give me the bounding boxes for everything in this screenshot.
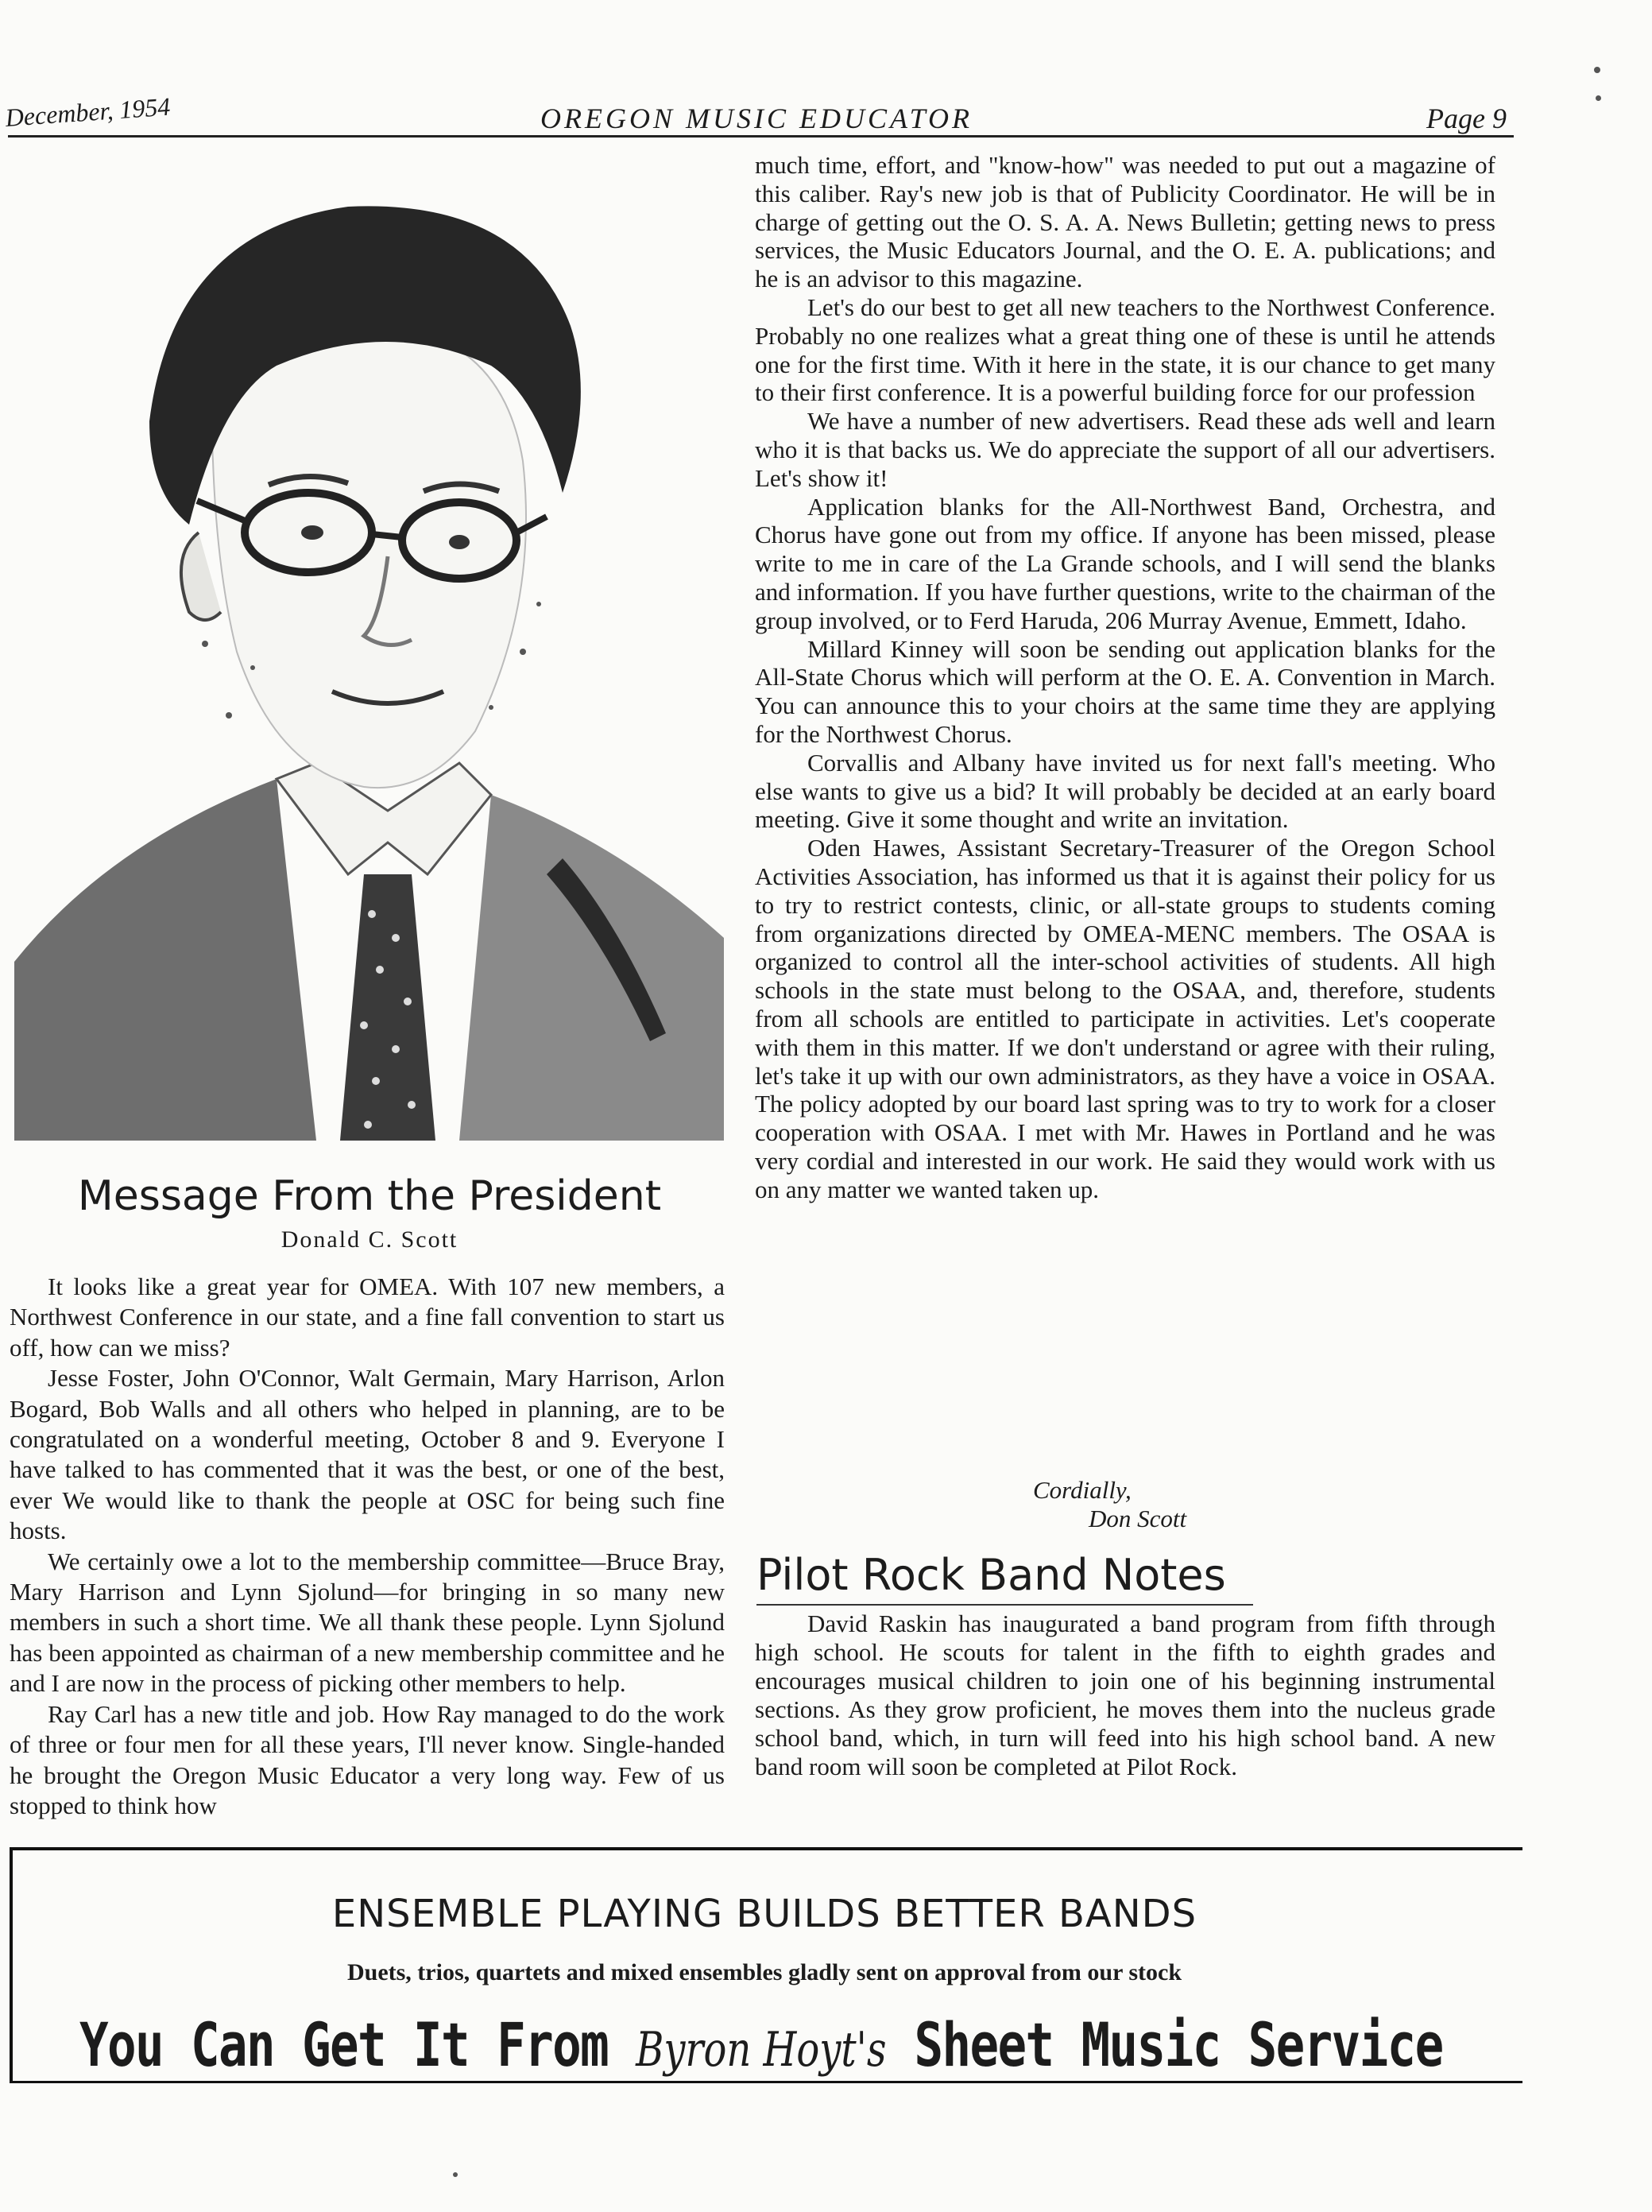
signature: Don Scott — [1089, 1505, 1187, 1532]
closing-salutation: Cordially, — [1033, 1476, 1132, 1504]
speck — [1596, 95, 1601, 101]
paragraph: David Raskin has inaugurated a band program from fifth through high school. He scouts for talent in the fifth to eighth grades and encourages musical children to join one of his beginning instrumental sections. As they grow proficient, he moves them into the nucleus grade school band, which, in turn will feed into his high school band. A new band room will soon be completed at Pilot Rock. — [755, 1610, 1495, 1780]
paragraph: Ray Carl has a new title and job. How Ray managed to do the work of three or four men for all these years, I'll never know. Single-handed he brought the Oregon Music Educator a very long way. Few of us stopped to think how — [10, 1699, 725, 1819]
pilot-rock-heading: Pilot Rock Band Notes — [756, 1550, 1226, 1600]
paragraph: It looks like a great year for OMEA. With 107 new members, a Northwest Conference in our state, and a fine fall convention to start us off, how can we miss? — [10, 1273, 725, 1362]
advertisement-subline: Duets, trios, quartets and mixed ensembles gladly sent on approval from our stock — [346, 1959, 1182, 1985]
paragraph: much time, effort, and "know-how" was needed to put out a magazine of this caliber. Ray's new job is that of Publicity Coordinator. He will be in charge of getting out the O. S. A. A. News Bulletin; getting news to press services, the Music Educators Journal, and the O. E. A. publications; and he is an advisor to this magazine. — [755, 151, 1495, 293]
president-message-left-column — [10, 1272, 725, 1821]
closing-block — [1033, 1476, 1186, 1533]
speck — [453, 2172, 458, 2177]
president-message-right-column — [755, 151, 1495, 1203]
paragraph: We have a number of new advertisers. Read these ads well and learn who it is that backs us. We do appreciate the support of all our advertisers. Let's show it! — [755, 407, 1495, 492]
paragraph: Corvallis and Albany have invited us for next fall's meeting. Who else wants to give us a bid? It will probably be decided at an early board meeting. Give it some thought and write an invitation. — [755, 748, 1495, 834]
tagline-name: Byron Hoyt's — [636, 2022, 887, 2078]
speck — [1594, 67, 1600, 73]
advertisement-headline: ENSEMBLE PLAYING BUILDS BETTER BANDS — [331, 1892, 1197, 1936]
president-byline: Donald C. Scott — [280, 1226, 458, 1253]
paragraph: We certainly owe a lot to the membership committee—Bruce Bray, Mary Harrison and Lynn Sjolund—for bringing in so many new members in such a short time. We all thank these people. Lynn Sjolund has been appointed as chairman of a new membership committee and he and I are now in the process of picking other members to help. — [10, 1547, 725, 1698]
header-rule — [8, 135, 1514, 138]
president-message-heading: Message From the President — [77, 1172, 662, 1220]
advertisement-tagline — [79, 2009, 1443, 2080]
tagline-start: You Can Get It From — [79, 2009, 609, 2080]
paragraph: Millard Kinney will soon be sending out application blanks for the All-State Chorus which will perform at the O. E. A. Convention in March. You can announce this to your choirs at the same time they are applying for the Northwest Chorus. — [755, 634, 1495, 748]
paragraph: Jesse Foster, John O'Connor, Walt Germain, Mary Harrison, Arlon Bogard, Bob Walls and all others who helped in planning, are to be congratulated on a wonderful meeting, October 8 and 9. Everyone I have talked to has commented that it was the best, or one of the best, ever We would like to thank the people at OSC for being such fine hosts. — [10, 1364, 725, 1545]
pilot-rock-article — [755, 1610, 1495, 1781]
paragraph: Application blanks for the All-Northwest Band, Orchestra, and Chorus have gone out from my office. If anyone has been missed, please write to me in care of the La Grande schools, and I will send the blanks and information. If you have further questions, write to the chairman of the group involved, or to Ferd Haruda, 206 Murray Avenue, Emmett, Idaho. — [755, 492, 1495, 634]
pilot-rock-heading-rule — [756, 1604, 1253, 1606]
tagline-end: Sheet Music Service — [914, 2009, 1443, 2080]
paragraph: Let's do our best to get all new teachers to the Northwest Conference. Probably no one realizes what a great thing one of these is until he attends one for the first time. With it here in the state, it is our chance to get many to their first conference. It is a powerful building force for our profession — [755, 292, 1495, 407]
president-portrait-photo — [14, 159, 724, 1141]
page-number: Page 9 — [1426, 103, 1507, 134]
issue-date: December, 1954 — [4, 91, 172, 133]
paragraph: Oden Hawes, Assistant Secretary-Treasurer of the Oregon School Activities Association, has informed us that it is against their policy for us to try to restrict contests, clinic, or all-state groups to students coming from organizations directed by OMEA-MENC members. The OSAA is organized to control all the inter-school activities of students. All high schools in the state must belong to the OSAA, and, therefore, students from all schools are entitled to participate in activities. Let's cooperate with them in this matter. If we don't understand or agree with their ruling, let's take it up with our own administrators, as they have a voice in OSAA. The policy adopted by our board last spring was to try to work for a closer cooperation with OSAA. I met with Mr. Hawes in Portland and he was very cordial and interested in our work. He said they would work with us on any matter we wanted taken up. — [755, 834, 1495, 1203]
publication-title: OREGON MUSIC EDUCATOR — [540, 103, 973, 134]
